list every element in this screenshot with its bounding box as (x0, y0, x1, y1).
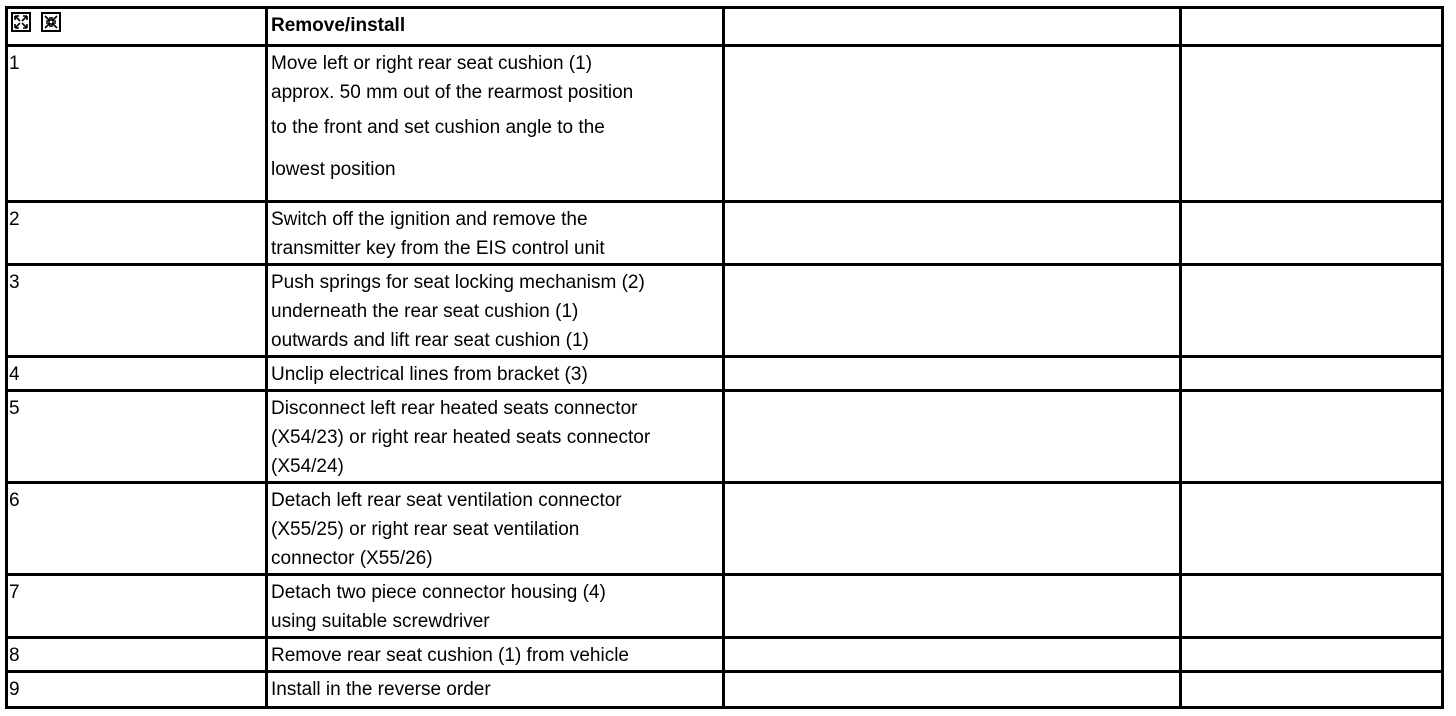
step-number: 7 (7, 575, 267, 638)
empty-cell (1181, 575, 1443, 638)
empty-cell (1181, 391, 1443, 483)
empty-cell (724, 483, 1181, 575)
step-number: 4 (7, 357, 267, 391)
empty-cell (724, 638, 1181, 672)
header-empty-cell (724, 8, 1181, 46)
step-number: 5 (7, 391, 267, 483)
step-description: Remove rear seat cushion (1) from vehicle (267, 638, 724, 672)
empty-cell (1181, 265, 1443, 357)
collapse-icon[interactable] (41, 12, 61, 32)
step-description: Detach left rear seat ventilation connector (X55/25) or right rear seat ventilation connector (X55/26) (267, 483, 724, 575)
header-empty-cell (1181, 8, 1443, 46)
step-description: Unclip electrical lines from bracket (3) (267, 357, 724, 391)
empty-cell (724, 391, 1181, 483)
step-number: 2 (7, 202, 267, 265)
header-icons-cell (7, 8, 267, 46)
step-description: Detach two piece connector housing (4) using suitable screwdriver (267, 575, 724, 638)
table-row (7, 357, 1443, 391)
step-description: Install in the reverse order (267, 672, 724, 708)
step-number: 6 (7, 483, 267, 575)
procedure-container (5, 6, 1444, 709)
table-row (7, 202, 1443, 265)
empty-cell (724, 46, 1181, 202)
procedure-table (5, 6, 1444, 709)
empty-cell (724, 672, 1181, 708)
step-number: 1 (7, 46, 267, 202)
empty-cell (1181, 46, 1443, 202)
table-row (7, 391, 1443, 483)
table-row (7, 672, 1443, 708)
step-description: Disconnect left rear heated seats connector (X54/23) or right rear heated seats connector (X54/24) (267, 391, 724, 483)
step-number: 3 (7, 265, 267, 357)
empty-cell (724, 575, 1181, 638)
empty-cell (1181, 357, 1443, 391)
table-row (7, 638, 1443, 672)
empty-cell (1181, 483, 1443, 575)
empty-cell (724, 357, 1181, 391)
table-row (7, 265, 1443, 357)
empty-cell (1181, 638, 1443, 672)
step-description: Move left or right rear seat cushion (1) approx. 50 mm out of the rearmost position to the front and set cushion angle to the lowest position (267, 46, 724, 202)
empty-cell (724, 265, 1181, 357)
expand-icon[interactable] (11, 12, 31, 32)
table-row (7, 575, 1443, 638)
step-description: Push springs for seat locking mechanism (2) underneath the rear seat cushion (1) outwards and lift rear seat cushion (1) (267, 265, 724, 357)
step-description: Switch off the ignition and remove the transmitter key from the EIS control unit (267, 202, 724, 265)
empty-cell (724, 202, 1181, 265)
empty-cell (1181, 672, 1443, 708)
table-row (7, 483, 1443, 575)
table-header-row (7, 8, 1443, 46)
table-row (7, 46, 1443, 202)
step-number: 8 (7, 638, 267, 672)
header-title-cell: Remove/install (267, 8, 724, 46)
step-number: 9 (7, 672, 267, 708)
empty-cell (1181, 202, 1443, 265)
